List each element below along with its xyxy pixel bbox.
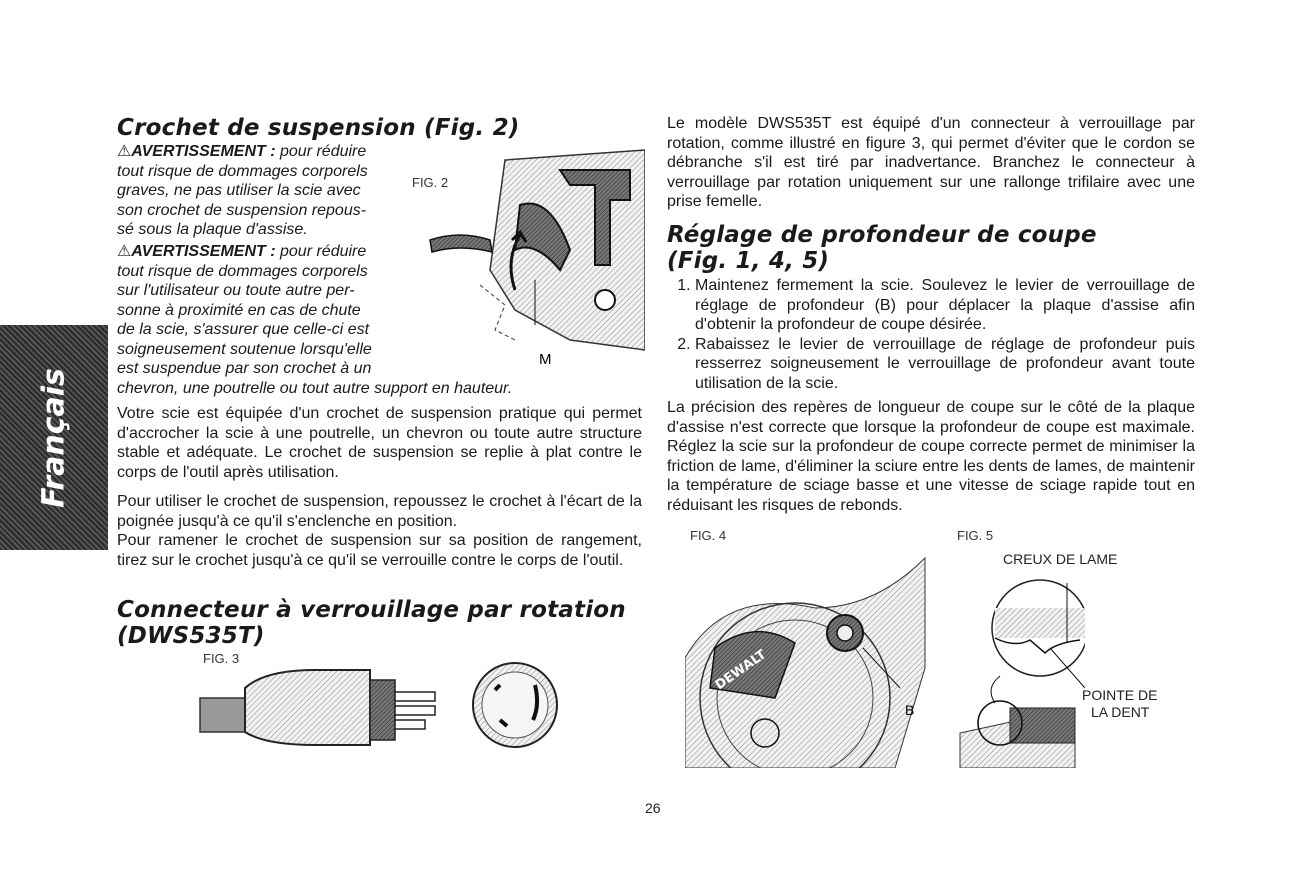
fig3-label: FIG. 3 xyxy=(203,651,240,666)
fig2-callout-m: M xyxy=(539,351,552,368)
language-tab xyxy=(0,325,108,550)
paragraph-twist-lock-intro: Le modèle DWS535T est équipé d'un connecteur à verrouillage par rotation, comme illustré en figure 3, qui permet d'éviter que le cordon se débranche s'il est tiré par inadvertance. Branchez le connecteur à verrouillage par rotation uniquement sur une rallonge trifilaire avec une prise femelle. xyxy=(667,115,1195,210)
fig4-depth-lever-illustration xyxy=(685,548,945,768)
page-number: 26 xyxy=(645,800,661,816)
step-2: 2. Rabaissez le levier de verrouillage de réglage de profondeur puis resserrez soigneusement le verrouillage de profondeur avant toute utilisation de la scie. xyxy=(695,335,1195,394)
warning-1: ⚠AVERTISSEMENT : pour réduire tout risque de dommages corporels graves, ne pas utiliser la scie avec son crochet de suspension repous- sé sous la plaque d'assise. xyxy=(117,143,368,238)
fig5-label: FIG. 5 xyxy=(957,528,994,543)
fig5-callout-gullet: CREUX DE LAME xyxy=(1003,551,1118,567)
warning-2-icon: ⚠ xyxy=(117,243,132,260)
paragraph-hook-description: Votre scie est équipée d'un crochet de suspension pratique qui permet d'accrocher la scie à une poutrelle, un chevron ou toute autre structure stable et adéquate. Le crochet de suspension se replie à plat contre le corps de l'outil après utilisation. xyxy=(117,405,642,481)
fig5-callout-tooth-tip: POINTE DE LA DENT xyxy=(1082,687,1158,720)
heading-cutting-depth: Réglage de profondeur de coupe (Fig. 1, 4, 5) xyxy=(667,222,1097,274)
warning-2-label: AVERTISSEMENT : xyxy=(131,243,276,260)
language-tab-label: Français xyxy=(36,367,72,508)
fig4-label: FIG. 4 xyxy=(690,528,727,543)
heading-hanging-hook: Crochet de suspension (Fig. 2) xyxy=(117,115,520,141)
warning-1-label: AVERTISSEMENT : xyxy=(131,143,276,160)
cutting-depth-steps xyxy=(667,276,1195,393)
fig5-blade-tooth-illustration xyxy=(955,568,1085,768)
warning-2: ⚠AVERTISSEMENT : pour réduire tout risque de dommages corporels sur l'utilisateur ou toute autre per- sonne à proximité en cas de chute de la scie, s'assurer que celle-ci est soigneusement soutenue lorsqu'elle est suspendue par son crochet à un chevron, une poutrelle ou tout autre support en hauteur. xyxy=(117,243,513,397)
step-1: 1. Maintenez fermement la scie. Soulevez le levier de verrouillage de réglage de profondeur (B) pour déplacer la plaque d'assise afin d'obtenir la profondeur de coupe désirée. xyxy=(695,276,1195,335)
fig3-twist-lock-plug-illustration xyxy=(195,660,575,750)
fig4-brand-label: DEWALT xyxy=(712,647,770,694)
heading-twist-lock-connector: Connecteur à verrouillage par rotation (DWS535T) xyxy=(117,597,626,649)
warning-1-icon: ⚠ xyxy=(117,143,132,160)
paragraph-hook-use: Pour utiliser le crochet de suspension, repoussez le crochet à l'écart de la poignée jusqu'à ce qu'il s'enclenche en position. xyxy=(117,493,642,530)
paragraph-depth-accuracy: La précision des repères de longueur de coupe sur le côté de la plaque d'assise n'est correcte que lorsque la profondeur de coupe est maximale. Réglez la scie sur la profondeur de coupe correcte permet de minimiser la friction de lame, d'éliminer la sciure entre les dents de lames, de maintenir la température de sciage basse et une vitesse de sciage rapide tout en réduisant les risques de rebonds. xyxy=(667,399,1195,514)
fig4-callout-b: B xyxy=(905,702,915,718)
fig2-saw-hook-illustration xyxy=(420,140,645,375)
fig2-label: FIG. 2 xyxy=(412,175,449,190)
paragraph-hook-storage: Pour ramener le crochet de suspension sur sa position de rangement, tirez sur le crochet jusqu'à ce qu'il se verrouille contre le corps de l'outil. xyxy=(117,532,642,569)
